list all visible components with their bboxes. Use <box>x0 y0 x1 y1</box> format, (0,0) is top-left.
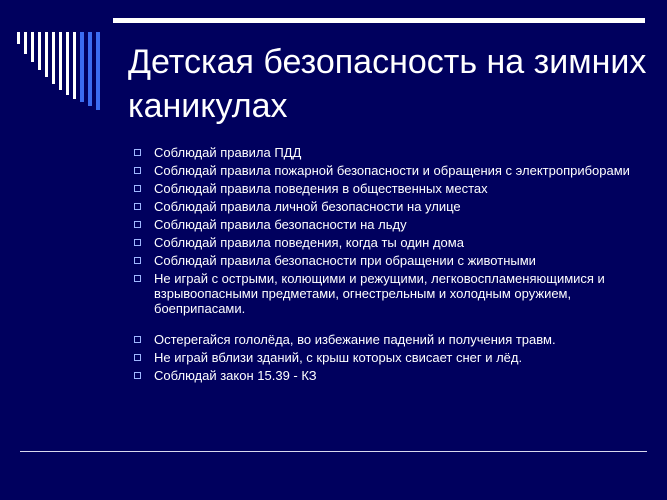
list-item-text: Остерегайся гололёда, во избежание падений и получения травм. <box>154 332 556 347</box>
square-bullet-icon <box>134 275 141 282</box>
decorative-stripes <box>16 32 106 112</box>
square-bullet-icon <box>134 203 141 210</box>
list-item-text: Соблюдай правила ПДД <box>154 145 302 160</box>
list-item <box>134 217 644 232</box>
list-item <box>134 368 644 383</box>
square-bullet-icon <box>134 336 141 343</box>
list-item-text: Соблюдай закон 15.39 - КЗ <box>154 368 317 383</box>
list-item-text: Соблюдай правила поведения в общественных местах <box>154 181 488 196</box>
list-item <box>134 350 644 365</box>
list-item <box>134 271 644 316</box>
square-bullet-icon <box>134 185 141 192</box>
slide-title: Детская безопасность на зимних каникулах <box>128 43 647 125</box>
list-item <box>134 332 644 347</box>
list-item <box>134 253 644 268</box>
bottom-rule <box>20 451 647 452</box>
list-item-text: Соблюдай правила пожарной безопасности и обращения с электроприборами <box>154 163 630 178</box>
square-bullet-icon <box>134 167 141 174</box>
square-bullet-icon <box>134 372 141 379</box>
list-item-text: Соблюдай правила безопасности при обращении с животными <box>154 253 536 268</box>
square-bullet-icon <box>134 257 141 264</box>
list-item <box>134 145 644 160</box>
list-item-text: Соблюдай правила поведения, когда ты один дома <box>154 235 464 250</box>
square-bullet-icon <box>134 354 141 361</box>
square-bullet-icon <box>134 221 141 228</box>
list-item <box>134 181 644 196</box>
list-item <box>134 235 644 250</box>
list-item-text: Соблюдай правила безопасности на льду <box>154 217 407 232</box>
top-rule <box>113 18 645 23</box>
square-bullet-icon <box>134 149 141 156</box>
list-item <box>134 199 644 214</box>
bullet-list <box>134 145 644 386</box>
square-bullet-icon <box>134 239 141 246</box>
list-item-text: Соблюдай правила личной безопасности на улице <box>154 199 461 214</box>
list-item-text: Не играй с острыми, колющими и режущими, легковоспламеняющимися и взрывоопасными предметами, огнестрельным и холодным оружием, боеприпасами. <box>154 271 605 316</box>
list-item-text: Не играй вблизи зданий, с крыш которых свисает снег и лёд. <box>154 350 523 365</box>
list-item <box>134 163 644 178</box>
